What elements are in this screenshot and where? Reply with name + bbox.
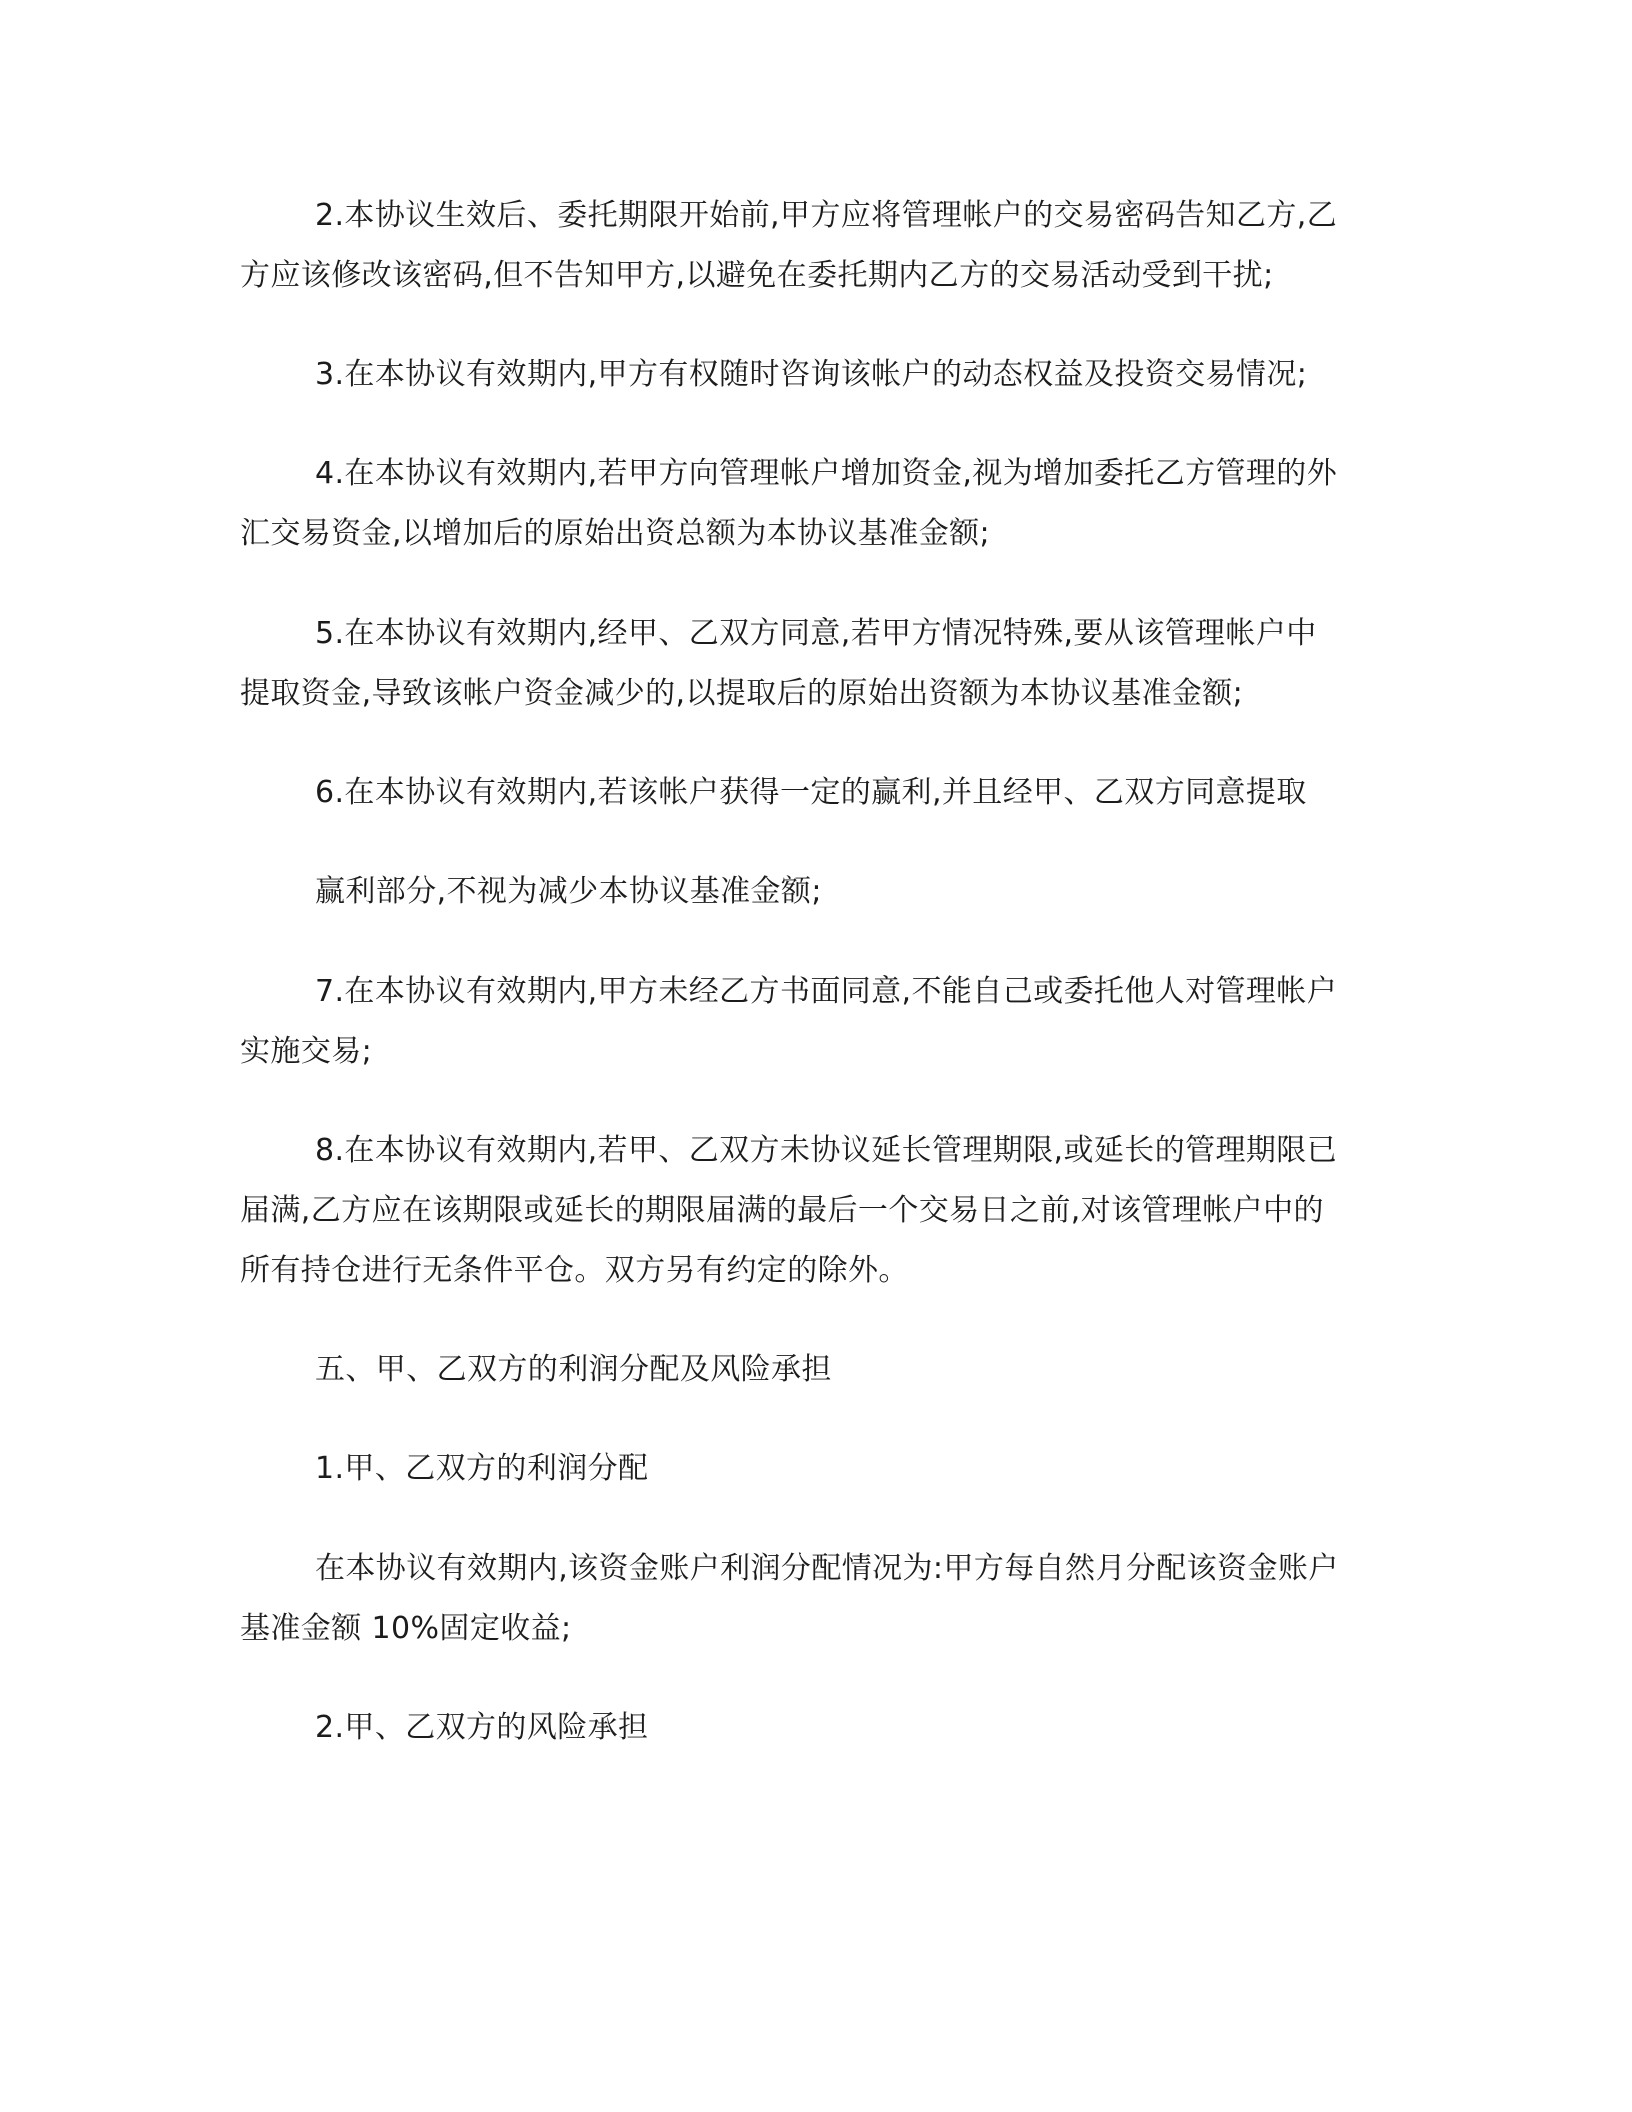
clause-8-line-1: 8.在本协议有效期内,若甲、乙双方未协议延长管理期限,或延长的管理期限已 (315, 1133, 1338, 1168)
clause-3-line-1: 3.在本协议有效期内,甲方有权随时咨询该帐户的动态权益及投资交易情况; (315, 357, 1308, 392)
clause-8-line-2: 届满,乙方应在该期限或延长的期限届满的最后一个交易日之前,对该管理帐户中的 (240, 1193, 1324, 1228)
subsection-1-heading: 1.甲、乙双方的利润分配 (315, 1451, 649, 1486)
subsection-2-heading: 2.甲、乙双方的风险承担 (315, 1710, 649, 1745)
section-5-heading: 五、甲、乙双方的利润分配及风险承担 (315, 1352, 832, 1387)
clause-6-line-2: 赢利部分,不视为减少本协议基准金额; (315, 874, 822, 909)
clause-6-line-1: 6.在本协议有效期内,若该帐户获得一定的赢利,并且经甲、乙双方同意提取 (315, 775, 1307, 810)
clause-4-line-2: 汇交易资金,以增加后的原始出资总额为本协议基准金额; (240, 516, 991, 551)
clause-7-line-1: 7.在本协议有效期内,甲方未经乙方书面同意,不能自己或委托他人对管理帐户 (315, 974, 1338, 1009)
clause-5-line-2: 提取资金,导致该帐户资金减少的,以提取后的原始出资额为本协议基准金额; (240, 676, 1244, 711)
clause-2-line-2: 方应该修改该密码,但不告知甲方,以避免在委托期内乙方的交易活动受到干扰; (240, 258, 1274, 293)
clause-7-line-2: 实施交易; (240, 1034, 373, 1069)
clause-8-line-3: 所有持仓进行无条件平仓。双方另有约定的除外。 (240, 1253, 909, 1288)
clause-4-line-1: 4.在本协议有效期内,若甲方向管理帐户增加资金,视为增加委托乙方管理的外 (315, 456, 1338, 491)
profit-distribution-line-2: 基准金额 10%固定收益; (240, 1611, 572, 1646)
profit-distribution-line-1: 在本协议有效期内,该资金账户利润分配情况为:甲方每自然月分配该资金账户 (315, 1551, 1339, 1586)
clause-5-line-1: 5.在本协议有效期内,经甲、乙双方同意,若甲方情况特殊,要从该管理帐户中 (315, 616, 1317, 651)
clause-2-line-1: 2.本协议生效后、委托期限开始前,甲方应将管理帐户的交易密码告知乙方,乙 (315, 198, 1338, 233)
